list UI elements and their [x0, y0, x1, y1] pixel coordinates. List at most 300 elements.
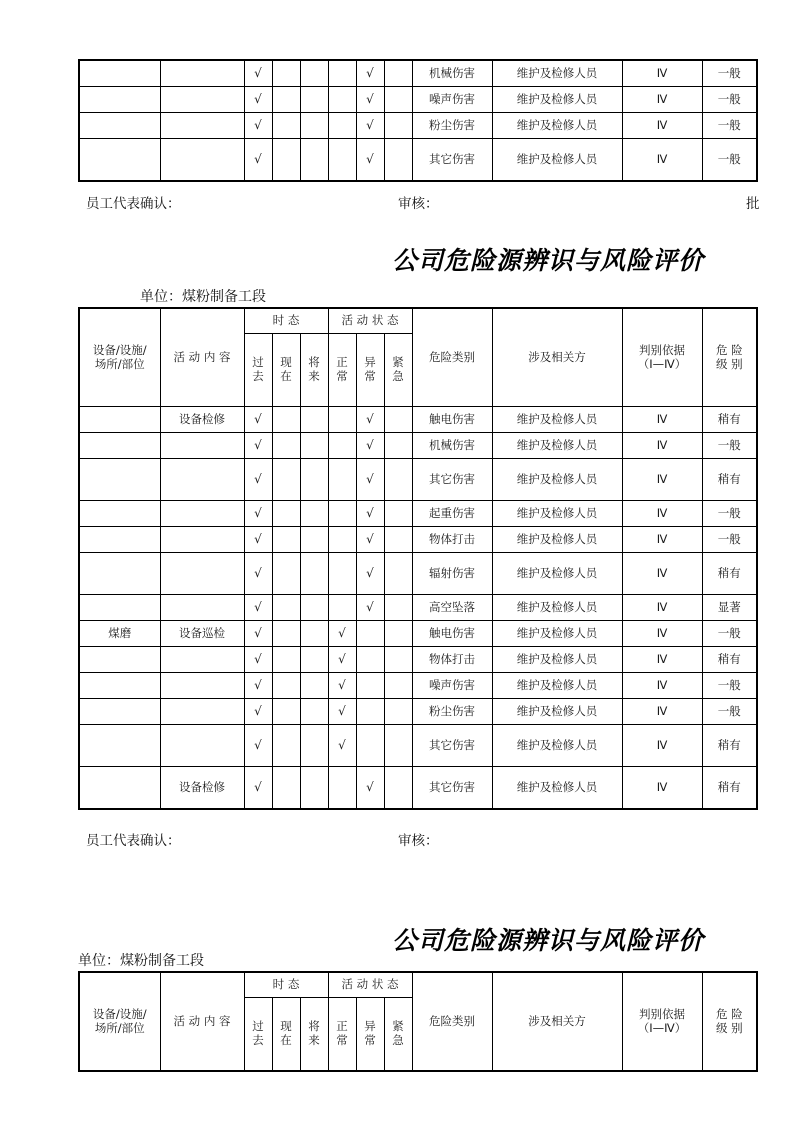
cell-equipment: 煤磨: [79, 621, 160, 647]
cell-state-normal: [328, 87, 356, 113]
hazard-table-top: [78, 59, 758, 182]
cell-basis: Ⅳ: [622, 647, 702, 673]
header-related-party: 涉及相关方: [492, 308, 622, 407]
cell-hazard-type: 其它伤害: [412, 767, 492, 810]
cell-hazard-type: 噪声伤害: [412, 673, 492, 699]
cell-tense-past: √: [244, 87, 272, 113]
header-activity-2: 活 动 内 容: [160, 972, 244, 1071]
cell-related-party: 维护及检修人员: [492, 725, 622, 767]
cell-tense-past: √: [244, 553, 272, 595]
header-tense-present-2: [272, 998, 300, 1072]
cell-tense-future: [300, 113, 328, 139]
cell-related-party: 维护及检修人员: [492, 767, 622, 810]
cell-activity: [160, 699, 244, 725]
cell-hazard-type: 其它伤害: [412, 459, 492, 501]
cell-risk-level: 显著: [702, 595, 757, 621]
cell-tense-past: √: [244, 673, 272, 699]
cell-basis: Ⅳ: [622, 621, 702, 647]
tense-present-line1: 现: [280, 355, 292, 370]
cell-state-abnormal: √: [356, 767, 384, 810]
employee-rep-label-2: 员工代表确认：: [86, 833, 181, 849]
cell-tense-present: [272, 725, 300, 767]
cell-basis: Ⅳ: [622, 113, 702, 139]
header-risk-level: [702, 308, 757, 407]
header-level-line1: 危 险: [715, 342, 743, 357]
cell-state-abnormal: [356, 699, 384, 725]
cell-hazard-type: 辐射伤害: [412, 553, 492, 595]
header-basis-2: [622, 972, 702, 1071]
header-level-line2: 级 别: [715, 356, 743, 371]
cell-activity: 设备检修: [160, 767, 244, 810]
cell-tense-future: [300, 407, 328, 433]
cell-tense-present: [272, 87, 300, 113]
cell-equipment: [79, 407, 160, 433]
cell-activity: [160, 60, 244, 87]
state-emergency-2-line1: 紧: [392, 1019, 404, 1034]
cell-risk-level: 一般: [702, 699, 757, 725]
state-normal-2-line2: 常: [336, 1033, 348, 1047]
cell-state-abnormal: √: [356, 60, 384, 87]
header-basis-line1: 判别依据: [639, 342, 686, 357]
cell-tense-past: √: [244, 407, 272, 433]
table-row: [79, 139, 757, 182]
cell-related-party: 维护及检修人员: [492, 527, 622, 553]
header-equipment-line2: 场所/部位: [94, 356, 145, 371]
cell-state-emergency: [384, 553, 412, 595]
cell-state-abnormal: √: [356, 407, 384, 433]
header-tense-future: [300, 334, 328, 407]
employee-rep-label: 员工代表确认：: [86, 196, 181, 212]
header-state-normal: [328, 334, 356, 407]
cell-state-emergency: [384, 87, 412, 113]
tense-present-2-line2: 在: [280, 1033, 292, 1047]
tense-past-2-line2: 去: [252, 1033, 264, 1047]
cell-related-party: 维护及检修人员: [492, 699, 622, 725]
cell-risk-level: 稍有: [702, 767, 757, 810]
cell-equipment: [79, 113, 160, 139]
header-basis-line2: （Ⅰ—Ⅳ）: [637, 356, 687, 371]
cell-tense-future: [300, 60, 328, 87]
cell-state-abnormal: √: [356, 459, 384, 501]
cell-risk-level: 稍有: [702, 647, 757, 673]
header-equipment: [79, 308, 160, 407]
table-row: [79, 673, 757, 699]
header-hazard-type: 危险类别: [412, 308, 492, 407]
cell-state-abnormal: √: [356, 553, 384, 595]
state-emergency-line2: 急: [392, 369, 404, 383]
cell-state-normal: [328, 553, 356, 595]
cell-state-abnormal: √: [356, 87, 384, 113]
table-middle-head: [79, 308, 757, 407]
state-emergency-2-line2: 急: [392, 1033, 404, 1047]
cell-basis: Ⅳ: [622, 60, 702, 87]
cell-activity: [160, 647, 244, 673]
cell-tense-past: √: [244, 527, 272, 553]
header-basis-2-line2: （Ⅰ—Ⅳ）: [637, 1020, 687, 1035]
table-row: [79, 501, 757, 527]
cell-state-normal: [328, 767, 356, 810]
hazard-table-bottom: [78, 971, 758, 1072]
cell-hazard-type: 其它伤害: [412, 725, 492, 767]
cell-activity: [160, 139, 244, 182]
cell-risk-level: 一般: [702, 527, 757, 553]
cell-state-abnormal: √: [356, 595, 384, 621]
cell-tense-present: [272, 527, 300, 553]
tense-future-2-line2: 来: [308, 1033, 320, 1047]
state-abnormal-2-line2: 常: [364, 1033, 376, 1047]
cell-basis: Ⅳ: [622, 767, 702, 810]
tense-past-2-line1: 过: [252, 1019, 264, 1034]
header-level-2-line1: 危 险: [715, 1006, 743, 1021]
table-row: [79, 113, 757, 139]
cell-tense-present: [272, 113, 300, 139]
table-row: [79, 407, 757, 433]
table-row: [79, 621, 757, 647]
cell-risk-level: 一般: [702, 433, 757, 459]
cell-state-abnormal: √: [356, 501, 384, 527]
tense-past-line1: 过: [252, 355, 264, 370]
cell-hazard-type: 粉尘伤害: [412, 113, 492, 139]
table-bottom-head: [79, 972, 757, 1071]
cell-equipment: [79, 139, 160, 182]
cell-tense-present: [272, 595, 300, 621]
table-row: [79, 459, 757, 501]
cell-basis: Ⅳ: [622, 699, 702, 725]
cell-state-emergency: [384, 699, 412, 725]
state-normal-line2: 常: [336, 369, 348, 383]
state-abnormal-line2: 常: [364, 369, 376, 383]
cell-state-normal: [328, 113, 356, 139]
header-tense-group-2: 时 态: [244, 972, 328, 998]
cell-state-abnormal: [356, 673, 384, 699]
cell-activity: [160, 87, 244, 113]
cell-state-emergency: [384, 433, 412, 459]
table-top-body: [79, 60, 757, 181]
cell-tense-past: √: [244, 501, 272, 527]
cell-basis: Ⅳ: [622, 527, 702, 553]
cell-state-abnormal: √: [356, 113, 384, 139]
review-label: 审核：: [398, 196, 439, 212]
header-related-party-2: 涉及相关方: [492, 972, 622, 1071]
cell-activity: [160, 673, 244, 699]
cell-tense-past: √: [244, 699, 272, 725]
cell-basis: Ⅳ: [622, 725, 702, 767]
cell-state-normal: √: [328, 647, 356, 673]
cell-state-abnormal: [356, 647, 384, 673]
cell-activity: [160, 433, 244, 459]
header-tense-group: 时 态: [244, 308, 328, 334]
cell-hazard-type: 物体打击: [412, 647, 492, 673]
header-equipment-2-line1: 设备/设施/: [92, 1006, 147, 1021]
cell-activity: [160, 501, 244, 527]
cell-tense-future: [300, 553, 328, 595]
cell-state-normal: [328, 139, 356, 182]
cell-basis: Ⅳ: [622, 433, 702, 459]
cell-risk-level: 一般: [702, 501, 757, 527]
page-title-2: 公司危险源辨识与风险评价: [392, 926, 705, 955]
cell-tense-past: √: [244, 725, 272, 767]
cell-tense-present: [272, 139, 300, 182]
cell-equipment: [79, 595, 160, 621]
page-title-1: 公司危险源辨识与风险评价: [392, 246, 705, 275]
cell-activity: 设备检修: [160, 407, 244, 433]
header-hazard-type-2: 危险类别: [412, 972, 492, 1071]
tense-future-line1: 将: [308, 355, 320, 370]
cell-tense-past: √: [244, 621, 272, 647]
cell-risk-level: 一般: [702, 673, 757, 699]
cell-tense-future: [300, 725, 328, 767]
header-equipment-2: [79, 972, 160, 1071]
cell-hazard-type: 起重伤害: [412, 501, 492, 527]
header-state-group: 活 动 状 态: [328, 308, 412, 334]
cell-risk-level: 稍有: [702, 725, 757, 767]
cell-state-emergency: [384, 647, 412, 673]
state-normal-line1: 正: [336, 355, 348, 370]
header-row-group-2: [79, 972, 757, 998]
cell-tense-present: [272, 501, 300, 527]
cell-tense-future: [300, 767, 328, 810]
cell-related-party: 维护及检修人员: [492, 647, 622, 673]
cell-risk-level: 一般: [702, 60, 757, 87]
cell-tense-past: √: [244, 139, 272, 182]
cell-risk-level: 稍有: [702, 553, 757, 595]
cell-state-emergency: [384, 501, 412, 527]
table-row: [79, 767, 757, 810]
cell-tense-present: [272, 60, 300, 87]
cell-activity: [160, 595, 244, 621]
cell-tense-future: [300, 595, 328, 621]
cell-tense-future: [300, 673, 328, 699]
cell-basis: Ⅳ: [622, 87, 702, 113]
cell-risk-level: 稍有: [702, 407, 757, 433]
cell-risk-level: 稍有: [702, 459, 757, 501]
cell-risk-level: 一般: [702, 139, 757, 182]
table-middle-body: [79, 407, 757, 810]
cell-tense-present: [272, 673, 300, 699]
table-row: [79, 647, 757, 673]
cell-tense-future: [300, 527, 328, 553]
tense-future-2-line1: 将: [308, 1019, 320, 1034]
cell-state-abnormal: √: [356, 433, 384, 459]
cell-state-normal: √: [328, 699, 356, 725]
table-row: [79, 433, 757, 459]
cell-tense-future: [300, 87, 328, 113]
cell-basis: Ⅳ: [622, 501, 702, 527]
state-emergency-line1: 紧: [392, 355, 404, 370]
cell-related-party: 维护及检修人员: [492, 113, 622, 139]
approve-label-clipped: 批: [746, 196, 760, 212]
state-abnormal-line1: 异: [364, 355, 376, 370]
table-row: [79, 699, 757, 725]
cell-hazard-type: 粉尘伤害: [412, 699, 492, 725]
header-row-group: [79, 308, 757, 334]
cell-state-emergency: [384, 60, 412, 87]
cell-equipment: [79, 725, 160, 767]
cell-activity: [160, 527, 244, 553]
cell-risk-level: 一般: [702, 87, 757, 113]
cell-equipment: [79, 60, 160, 87]
header-state-abnormal-2: [356, 998, 384, 1072]
header-risk-level-2: [702, 972, 757, 1071]
tense-present-2-line1: 现: [280, 1019, 292, 1034]
cell-state-abnormal: √: [356, 139, 384, 182]
cell-tense-past: √: [244, 113, 272, 139]
cell-activity: [160, 459, 244, 501]
cell-hazard-type: 机械伤害: [412, 60, 492, 87]
cell-equipment: [79, 433, 160, 459]
unit-label-2: 单位：煤粉制备工段: [78, 953, 204, 969]
cell-related-party: 维护及检修人员: [492, 595, 622, 621]
header-basis-2-line1: 判别依据: [639, 1006, 686, 1021]
cell-tense-future: [300, 647, 328, 673]
cell-state-emergency: [384, 595, 412, 621]
cell-tense-future: [300, 433, 328, 459]
cell-related-party: 维护及检修人员: [492, 621, 622, 647]
cell-state-emergency: [384, 459, 412, 501]
cell-equipment: [79, 647, 160, 673]
cell-state-emergency: [384, 621, 412, 647]
cell-state-emergency: [384, 139, 412, 182]
cell-activity: [160, 113, 244, 139]
cell-tense-past: √: [244, 60, 272, 87]
hazard-table-middle: [78, 307, 758, 810]
cell-risk-level: 一般: [702, 621, 757, 647]
cell-activity: [160, 553, 244, 595]
cell-tense-future: [300, 139, 328, 182]
cell-tense-present: [272, 407, 300, 433]
cell-state-emergency: [384, 527, 412, 553]
cell-state-normal: √: [328, 725, 356, 767]
header-tense-future-2: [300, 998, 328, 1072]
header-state-abnormal: [356, 334, 384, 407]
tense-present-line2: 在: [280, 369, 292, 383]
cell-tense-present: [272, 767, 300, 810]
cell-basis: Ⅳ: [622, 673, 702, 699]
cell-related-party: 维护及检修人员: [492, 139, 622, 182]
header-basis: [622, 308, 702, 407]
cell-hazard-type: 机械伤害: [412, 433, 492, 459]
cell-tense-future: [300, 621, 328, 647]
tense-past-line2: 去: [252, 369, 264, 383]
header-activity: 活 动 内 容: [160, 308, 244, 407]
cell-tense-past: √: [244, 767, 272, 810]
cell-state-emergency: [384, 767, 412, 810]
cell-tense-future: [300, 699, 328, 725]
cell-equipment: [79, 459, 160, 501]
table-row: [79, 725, 757, 767]
state-abnormal-2-line1: 异: [364, 1019, 376, 1034]
cell-tense-past: √: [244, 595, 272, 621]
cell-hazard-type: 触电伤害: [412, 407, 492, 433]
cell-state-normal: [328, 595, 356, 621]
table-row: [79, 595, 757, 621]
cell-basis: Ⅳ: [622, 553, 702, 595]
review-label-2: 审核：: [398, 833, 439, 849]
cell-equipment: [79, 699, 160, 725]
cell-equipment: [79, 501, 160, 527]
cell-hazard-type: 物体打击: [412, 527, 492, 553]
table-row: [79, 527, 757, 553]
cell-tense-present: [272, 621, 300, 647]
cell-state-normal: [328, 459, 356, 501]
header-tense-present: [272, 334, 300, 407]
signature-line-top: [86, 192, 786, 212]
cell-equipment: [79, 673, 160, 699]
cell-hazard-type: 触电伤害: [412, 621, 492, 647]
cell-state-abnormal: [356, 621, 384, 647]
cell-state-normal: [328, 60, 356, 87]
header-tense-past: [244, 334, 272, 407]
cell-related-party: 维护及检修人员: [492, 673, 622, 699]
cell-activity: [160, 725, 244, 767]
cell-basis: Ⅳ: [622, 407, 702, 433]
cell-state-normal: [328, 527, 356, 553]
header-tense-past-2: [244, 998, 272, 1072]
cell-tense-present: [272, 433, 300, 459]
header-equipment-line1: 设备/设施/: [92, 342, 147, 357]
cell-equipment: [79, 553, 160, 595]
cell-hazard-type: 高空坠落: [412, 595, 492, 621]
header-state-group-2: 活 动 状 态: [328, 972, 412, 998]
header-equipment-2-line2: 场所/部位: [94, 1020, 145, 1035]
cell-state-abnormal: √: [356, 527, 384, 553]
cell-state-normal: [328, 433, 356, 459]
tense-future-line2: 来: [308, 369, 320, 383]
unit-label-1: 单位：煤粉制备工段: [140, 289, 266, 305]
cell-tense-present: [272, 647, 300, 673]
table-row: [79, 87, 757, 113]
header-state-normal-2: [328, 998, 356, 1072]
cell-basis: Ⅳ: [622, 139, 702, 182]
cell-related-party: 维护及检修人员: [492, 553, 622, 595]
cell-equipment: [79, 767, 160, 810]
cell-tense-past: √: [244, 647, 272, 673]
cell-related-party: 维护及检修人员: [492, 501, 622, 527]
cell-related-party: 维护及检修人员: [492, 407, 622, 433]
table-row: [79, 60, 757, 87]
cell-equipment: [79, 527, 160, 553]
cell-basis: Ⅳ: [622, 595, 702, 621]
cell-tense-past: √: [244, 459, 272, 501]
cell-state-emergency: [384, 673, 412, 699]
cell-state-normal: √: [328, 621, 356, 647]
cell-state-emergency: [384, 407, 412, 433]
cell-tense-present: [272, 699, 300, 725]
cell-state-normal: √: [328, 673, 356, 699]
cell-hazard-type: 其它伤害: [412, 139, 492, 182]
header-level-2-line2: 级 别: [715, 1020, 743, 1035]
cell-related-party: 维护及检修人员: [492, 433, 622, 459]
cell-hazard-type: 噪声伤害: [412, 87, 492, 113]
state-normal-2-line1: 正: [336, 1019, 348, 1034]
cell-state-normal: [328, 501, 356, 527]
cell-tense-future: [300, 459, 328, 501]
cell-tense-present: [272, 553, 300, 595]
cell-tense-past: √: [244, 433, 272, 459]
cell-state-emergency: [384, 725, 412, 767]
cell-state-emergency: [384, 113, 412, 139]
header-state-emergency: [384, 334, 412, 407]
cell-risk-level: 一般: [702, 113, 757, 139]
cell-basis: Ⅳ: [622, 459, 702, 501]
cell-equipment: [79, 87, 160, 113]
cell-related-party: 维护及检修人员: [492, 60, 622, 87]
cell-related-party: 维护及检修人员: [492, 87, 622, 113]
cell-state-normal: [328, 407, 356, 433]
cell-state-abnormal: [356, 725, 384, 767]
cell-activity: 设备巡检: [160, 621, 244, 647]
cell-tense-future: [300, 501, 328, 527]
